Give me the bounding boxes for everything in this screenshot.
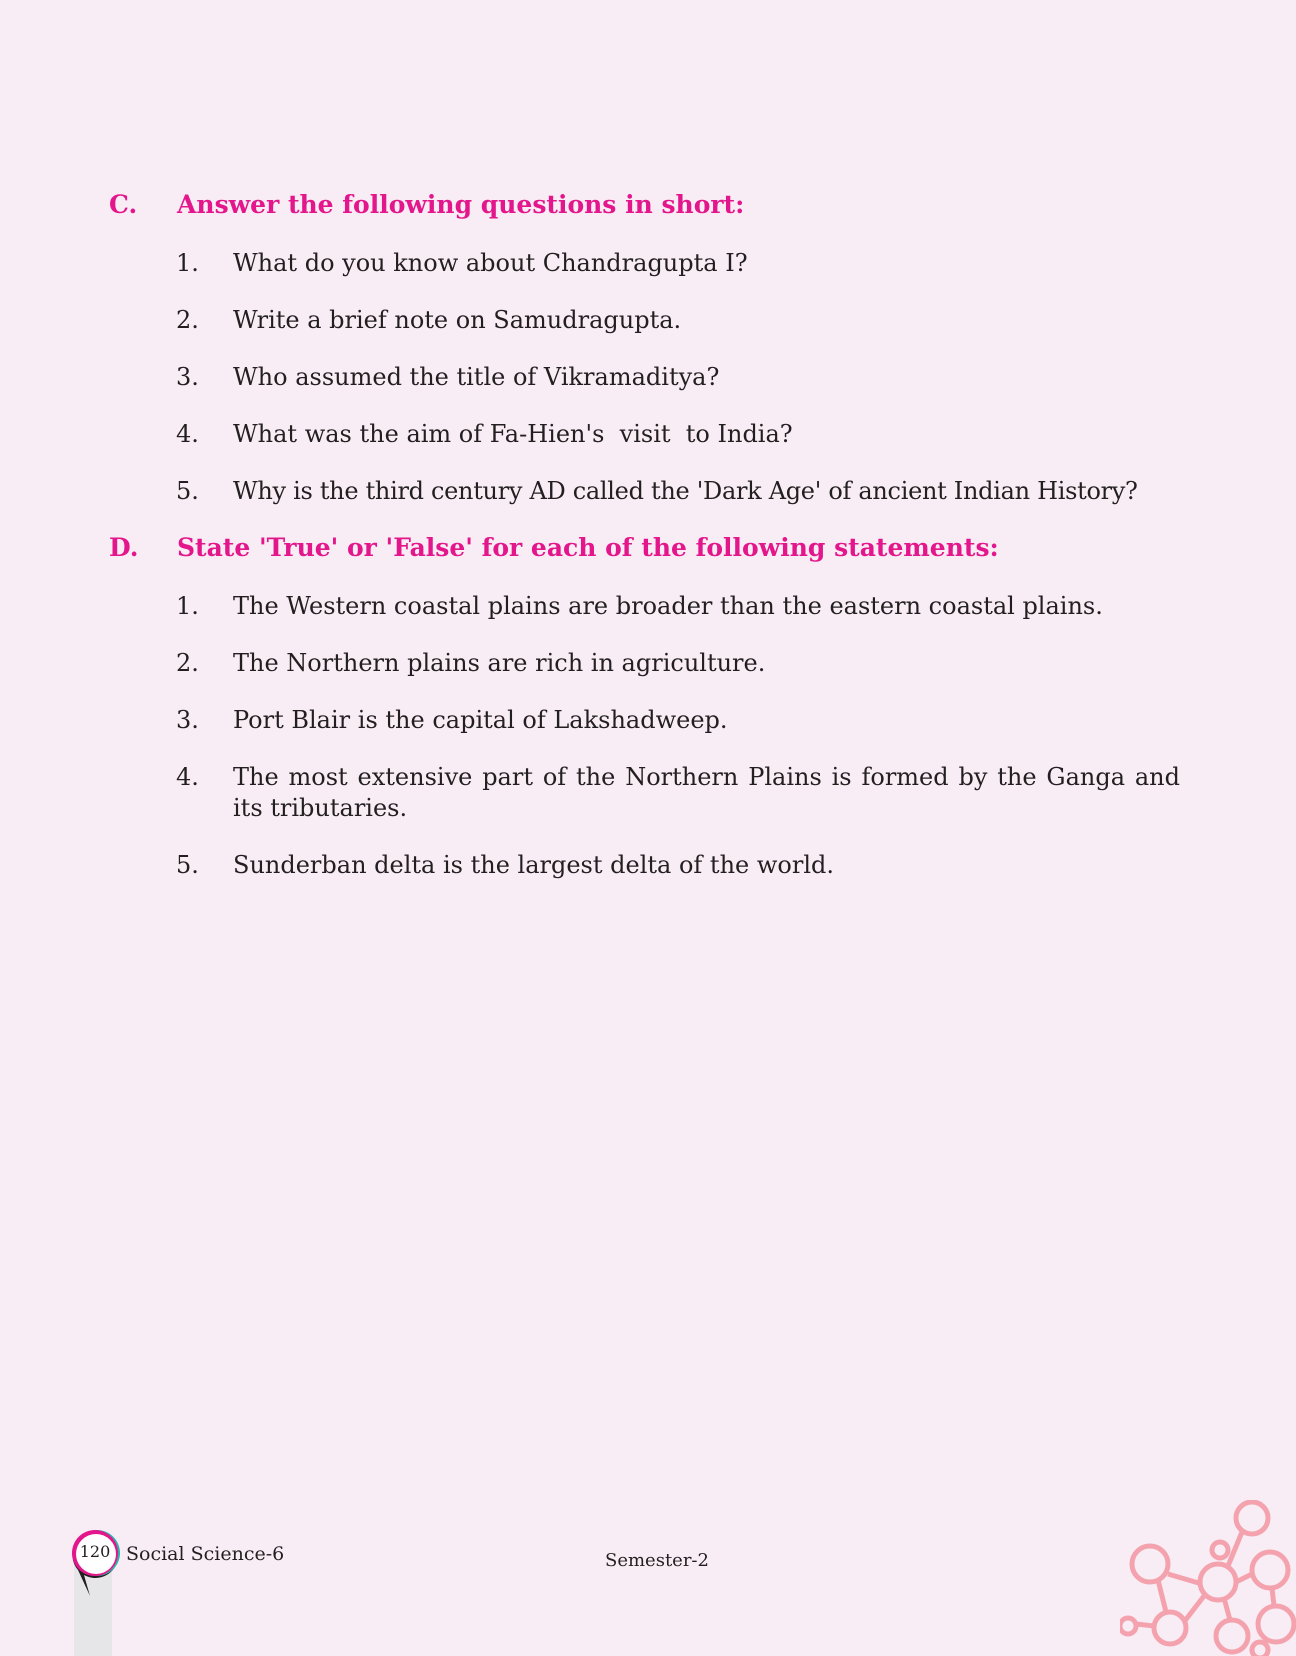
item-number: 4. (176, 763, 199, 791)
bubbles-decoration-icon (1120, 1500, 1296, 1656)
list-item (176, 248, 1180, 279)
page-number: 120 (79, 1542, 111, 1561)
statement-text: The Northern plains are rich in agriculture. (233, 649, 766, 677)
question-text: What do you know about Chandragupta I? (233, 249, 748, 277)
list-item (176, 762, 1180, 824)
list-item (176, 362, 1180, 393)
statement-text: The Western coastal plains are broader than the eastern coastal plains. (233, 592, 1103, 620)
item-number: 3. (176, 363, 199, 391)
question-text: Write a brief note on Samudragupta. (233, 306, 682, 334)
item-number: 2. (176, 649, 199, 677)
list-item (176, 705, 1180, 736)
list-item (176, 591, 1180, 622)
question-text: Who assumed the title of Vikramaditya? (233, 363, 720, 391)
item-number: 5. (176, 851, 199, 879)
list-item (176, 476, 1196, 507)
question-text: What was the aim of Fa-Hien's visit to India? (233, 420, 793, 448)
list-item (176, 648, 1180, 679)
page-marker-icon (70, 1530, 122, 1602)
item-number: 4. (176, 420, 199, 448)
statement-text: Port Blair is the capital of Lakshadweep. (233, 706, 728, 734)
statement-text: The most extensive part of the Northern Plains is formed by the Ganga and its tributaries. (233, 763, 1180, 822)
question-text: Why is the third century AD called the 'Dark Age' of ancient Indian History? (233, 477, 1138, 505)
list-item (176, 850, 1180, 881)
list-item (176, 305, 1180, 336)
section-c-title: Answer the following questions in short: (177, 190, 745, 219)
statement-text: Sunderban delta is the largest delta of the world. (233, 851, 834, 879)
section-c-letter: C. (109, 190, 138, 219)
item-number: 1. (176, 249, 199, 277)
section-d-heading (109, 533, 999, 562)
section-d-title: State 'True' or 'False' for each of the following statements: (177, 533, 999, 562)
item-number: 2. (176, 306, 199, 334)
book-title: Social Science-6 (126, 1543, 285, 1565)
section-c-heading (109, 190, 744, 219)
item-number: 3. (176, 706, 199, 734)
item-number: 5. (176, 477, 199, 505)
item-number: 1. (176, 592, 199, 620)
section-d-letter: D. (109, 533, 139, 562)
semester-label: Semester-2 (605, 1550, 709, 1571)
list-item (176, 419, 1180, 450)
